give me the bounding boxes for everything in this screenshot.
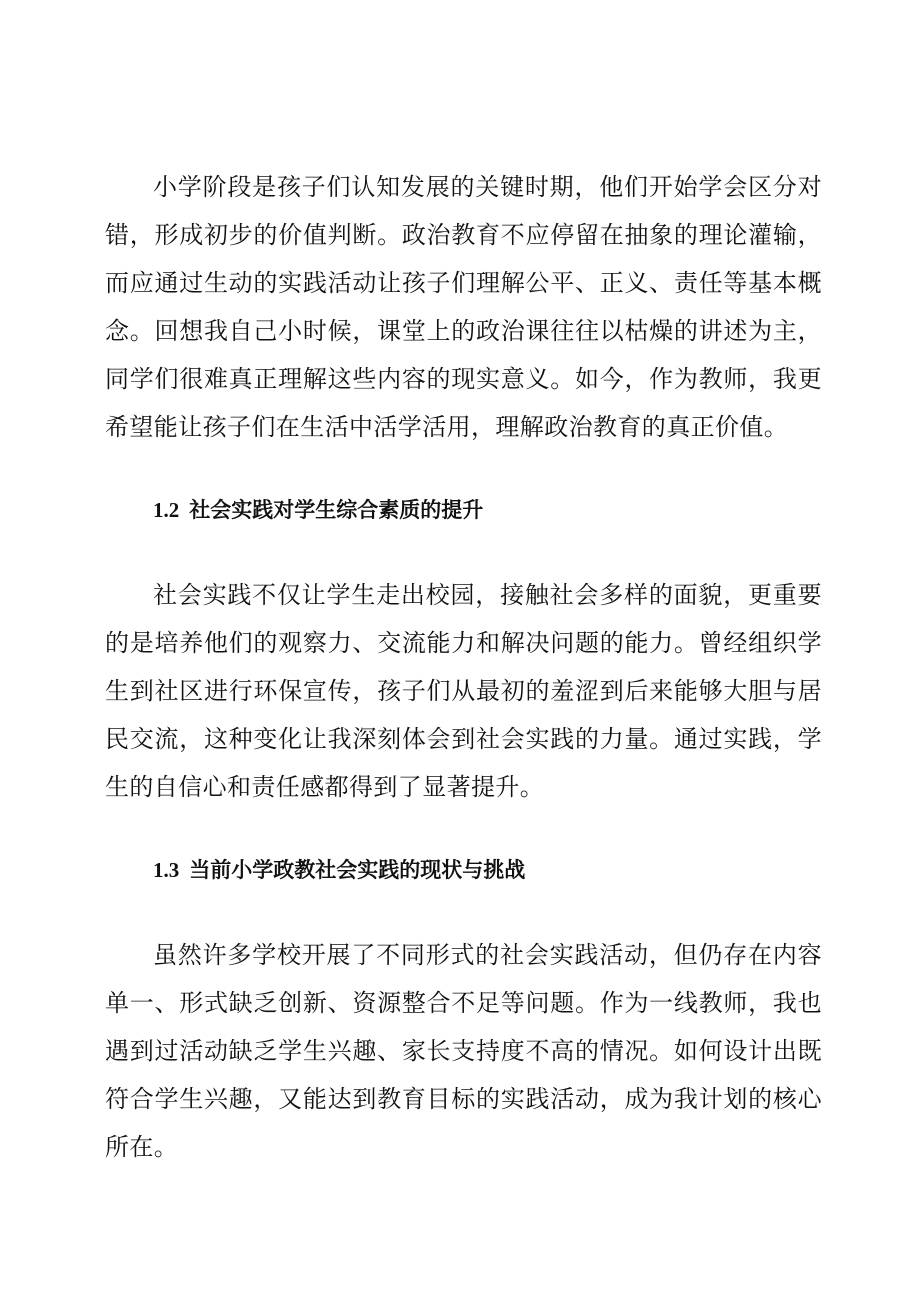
section-number: 1.3 [153,858,180,882]
section-heading [105,855,822,885]
body-paragraph: 虽然许多学校开展了不同形式的社会实践活动，但仍存在内容单一、形式缺乏创新、资源整合不足等问题。作为一线教师，我也遇到过活动缺乏学生兴趣、家长支持度不高的情况。如何设计出既符合学生兴趣，又能达到教育目标的实践活动，成为我计划的核心所在。 [105,941,822,1161]
body-paragraph: 小学阶段是孩子们认知发展的关键时期，他们开始学会区分对错，形成初步的价值判断。政治教育不应停留在抽象的理论灌输，而应通过生动的实践活动让孩子们理解公平、正义、责任等基本概念。回想我自己小时候，课堂上的政治课往往以枯燥的讲述为主，同学们很难真正理解这些内容的现实意义。如今，作为教师，我更希望能让孩子们在生活中活学活用，理解政治教育的真正价值。 [105,173,822,441]
section-title: 当前小学政教社会实践的现状与挑战 [189,858,526,882]
section-title: 社会实践对学生综合素质的提升 [189,498,484,522]
body-paragraph: 社会实践不仅让学生走出校园，接触社会多样的面貌，更重要的是培养他们的观察力、交流能力和解决问题的能力。曾经组织学生到社区进行环保宣传，孩子们从最初的羞涩到后来能够大胆与居民交流，这种变化让我深刻体会到社会实践的力量。通过实践，学生的自信心和责任感都得到了显著提升。 [105,581,822,801]
section-heading [105,495,822,525]
section-number: 1.2 [153,498,180,522]
